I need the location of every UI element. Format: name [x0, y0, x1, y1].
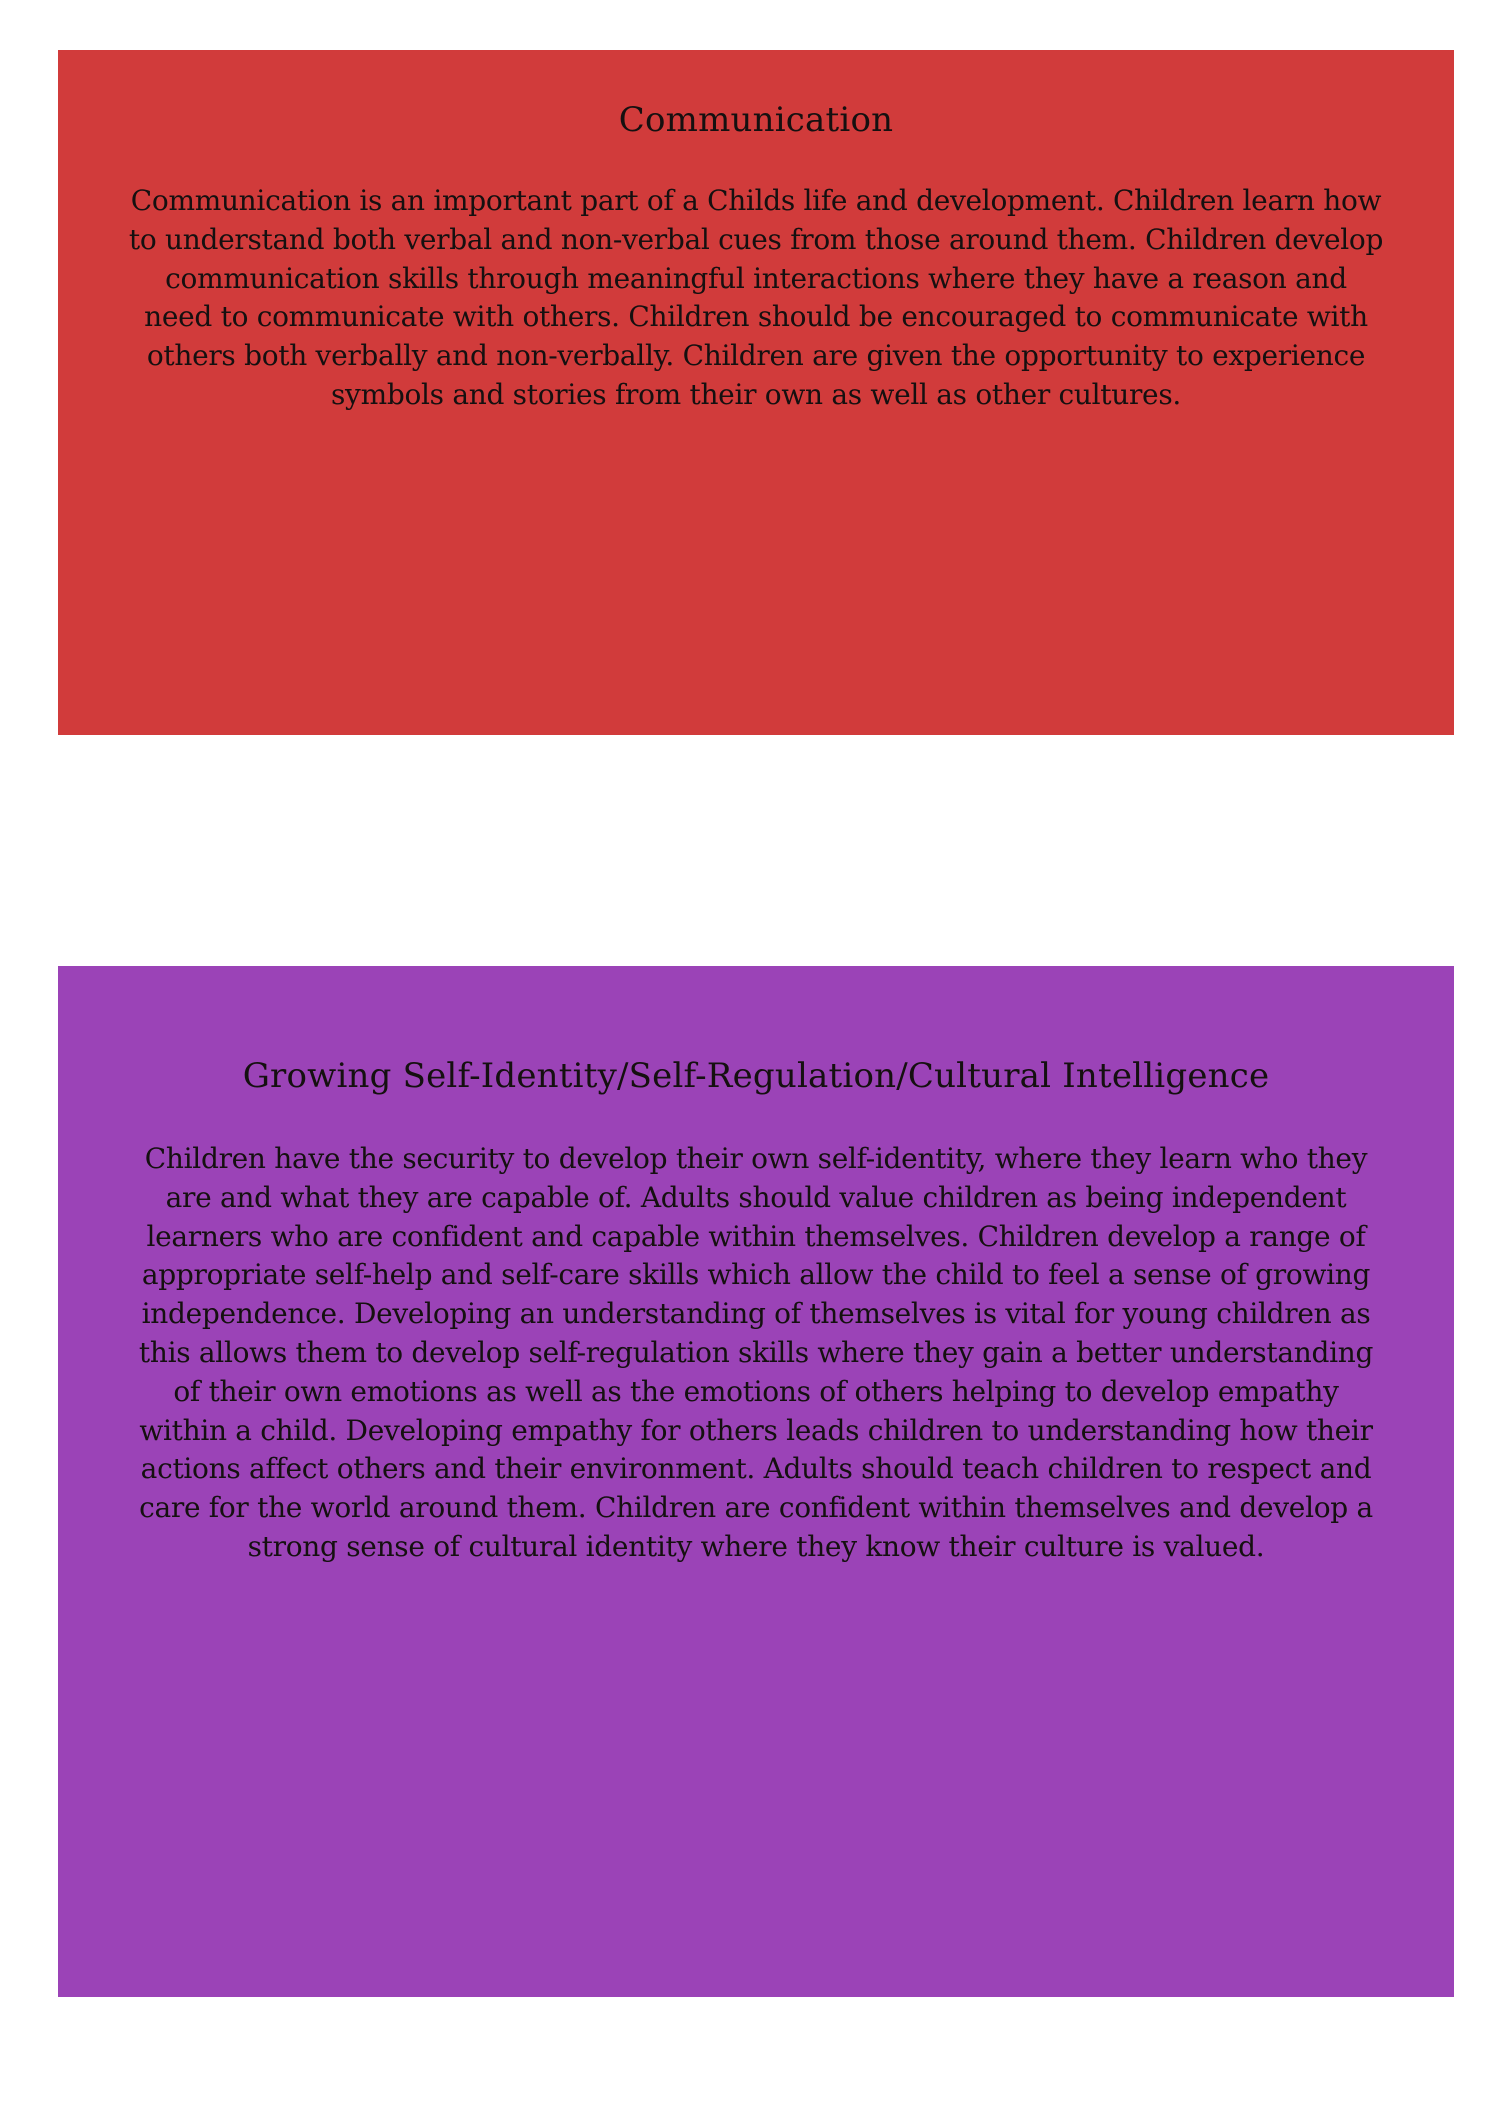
communication-title: Communication	[618, 100, 894, 140]
communication-body: Communication is an important part of a Childs life and development. Children learn how to understand both verbal and non-verbal cues from those around them. Children develop communication skills through meaningful interactions where they have a reason and need to communicate with others. Children should be encouraged to communicate with others both verbally and non-verbally. Children are given the opportunity to experience symbols and stories from their own as well as other cultures.	[128, 184, 1384, 411]
self-identity-panel	[58, 966, 1454, 1997]
self-identity-body: Children have the security to develop their own self-identity, where they learn who they are and what they are capable of. Adults should value children as being independent learners who are confident and capable within themselves. Children develop a range of appropriate self-help and self-care skills which allow the child to feel a sense of growing independence. Developing an understanding of themselves is vital for young children as this allows them to develop self-regulation skills where they gain a better understanding of their own emotions as well as the emotions of others helping to develop empathy within a child. Developing empathy for others leads children to understanding how their actions affect others and their environment. Adults should teach children to respect and care for the world around them. Children are confident within themselves and develop a strong sense of cultural identity where they know their culture is valued.	[138, 1142, 1374, 1563]
communication-panel	[58, 50, 1454, 735]
self-identity-title: Growing Self-Identity/Self-Regulation/Cultural Intelligence	[242, 1056, 1270, 1096]
